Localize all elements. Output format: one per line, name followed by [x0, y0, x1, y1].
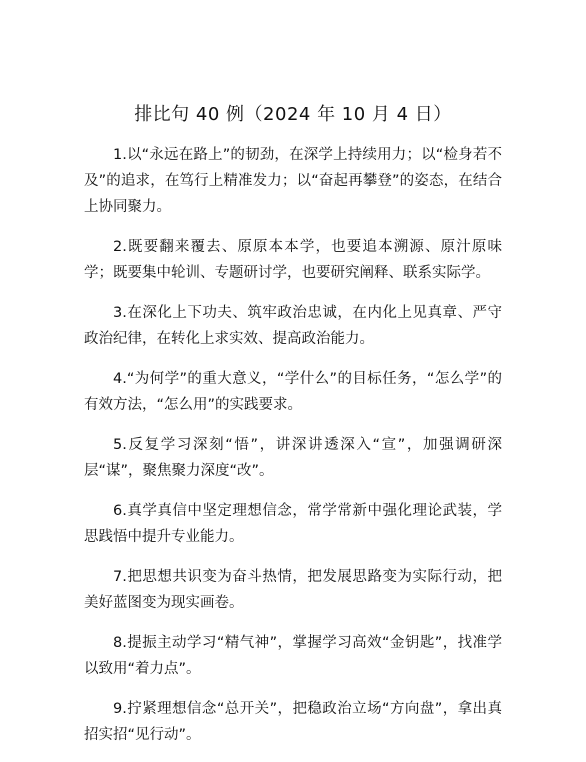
list-item: 4.“为何学”的重大意义，“学什么”的目标任务，“怎么学”的有效方法，“怎么用”的实践要求。	[84, 371, 502, 413]
list-item: 9.拧紧理想信念“总开关”，把稳政治立场“方向盘”，拿出真招实招“见行动”。	[84, 701, 502, 743]
list-item: 2.既要翻来覆去、原原本本学，也要追本溯源、原汁原味学；既要集中轮训、专题研讨学，也要研究阐释、联系实际学。	[84, 239, 502, 281]
list-item: 3.在深化上下功夫、筑牢政治忠诚，在内化上见真章、严守政治纪律，在转化上求实效、提高政治能力。	[84, 305, 502, 347]
list-item: 5.反复学习深刻“悟”，讲深讲透深入“宣”，加强调研深层“谋”，聚焦聚力深度“改”。	[84, 437, 502, 479]
list-item: 6.真学真信中坚定理想信念，常学常新中强化理论武装，学思践悟中提升专业能力。	[84, 503, 502, 545]
list-item: 8.提振主动学习“精气神”，掌握学习高效“金钥匙”，找准学以致用“着力点”。	[84, 635, 502, 677]
list-item: 1.以“永远在路上”的韧劲，在深学上持续用力；以“检身若不及”的追求，在笃行上精准发力；以“奋起再攀登”的姿态，在结合上协同聚力。	[84, 147, 502, 215]
sentence-list	[84, 142, 502, 762]
list-item: 7.把思想共识变为奋斗热情，把发展思路变为实际行动，把美好蓝图变为现实画卷。	[84, 569, 502, 611]
document-title: 排比句 40 例（2024 年 10 月 4 日）	[134, 104, 452, 125]
